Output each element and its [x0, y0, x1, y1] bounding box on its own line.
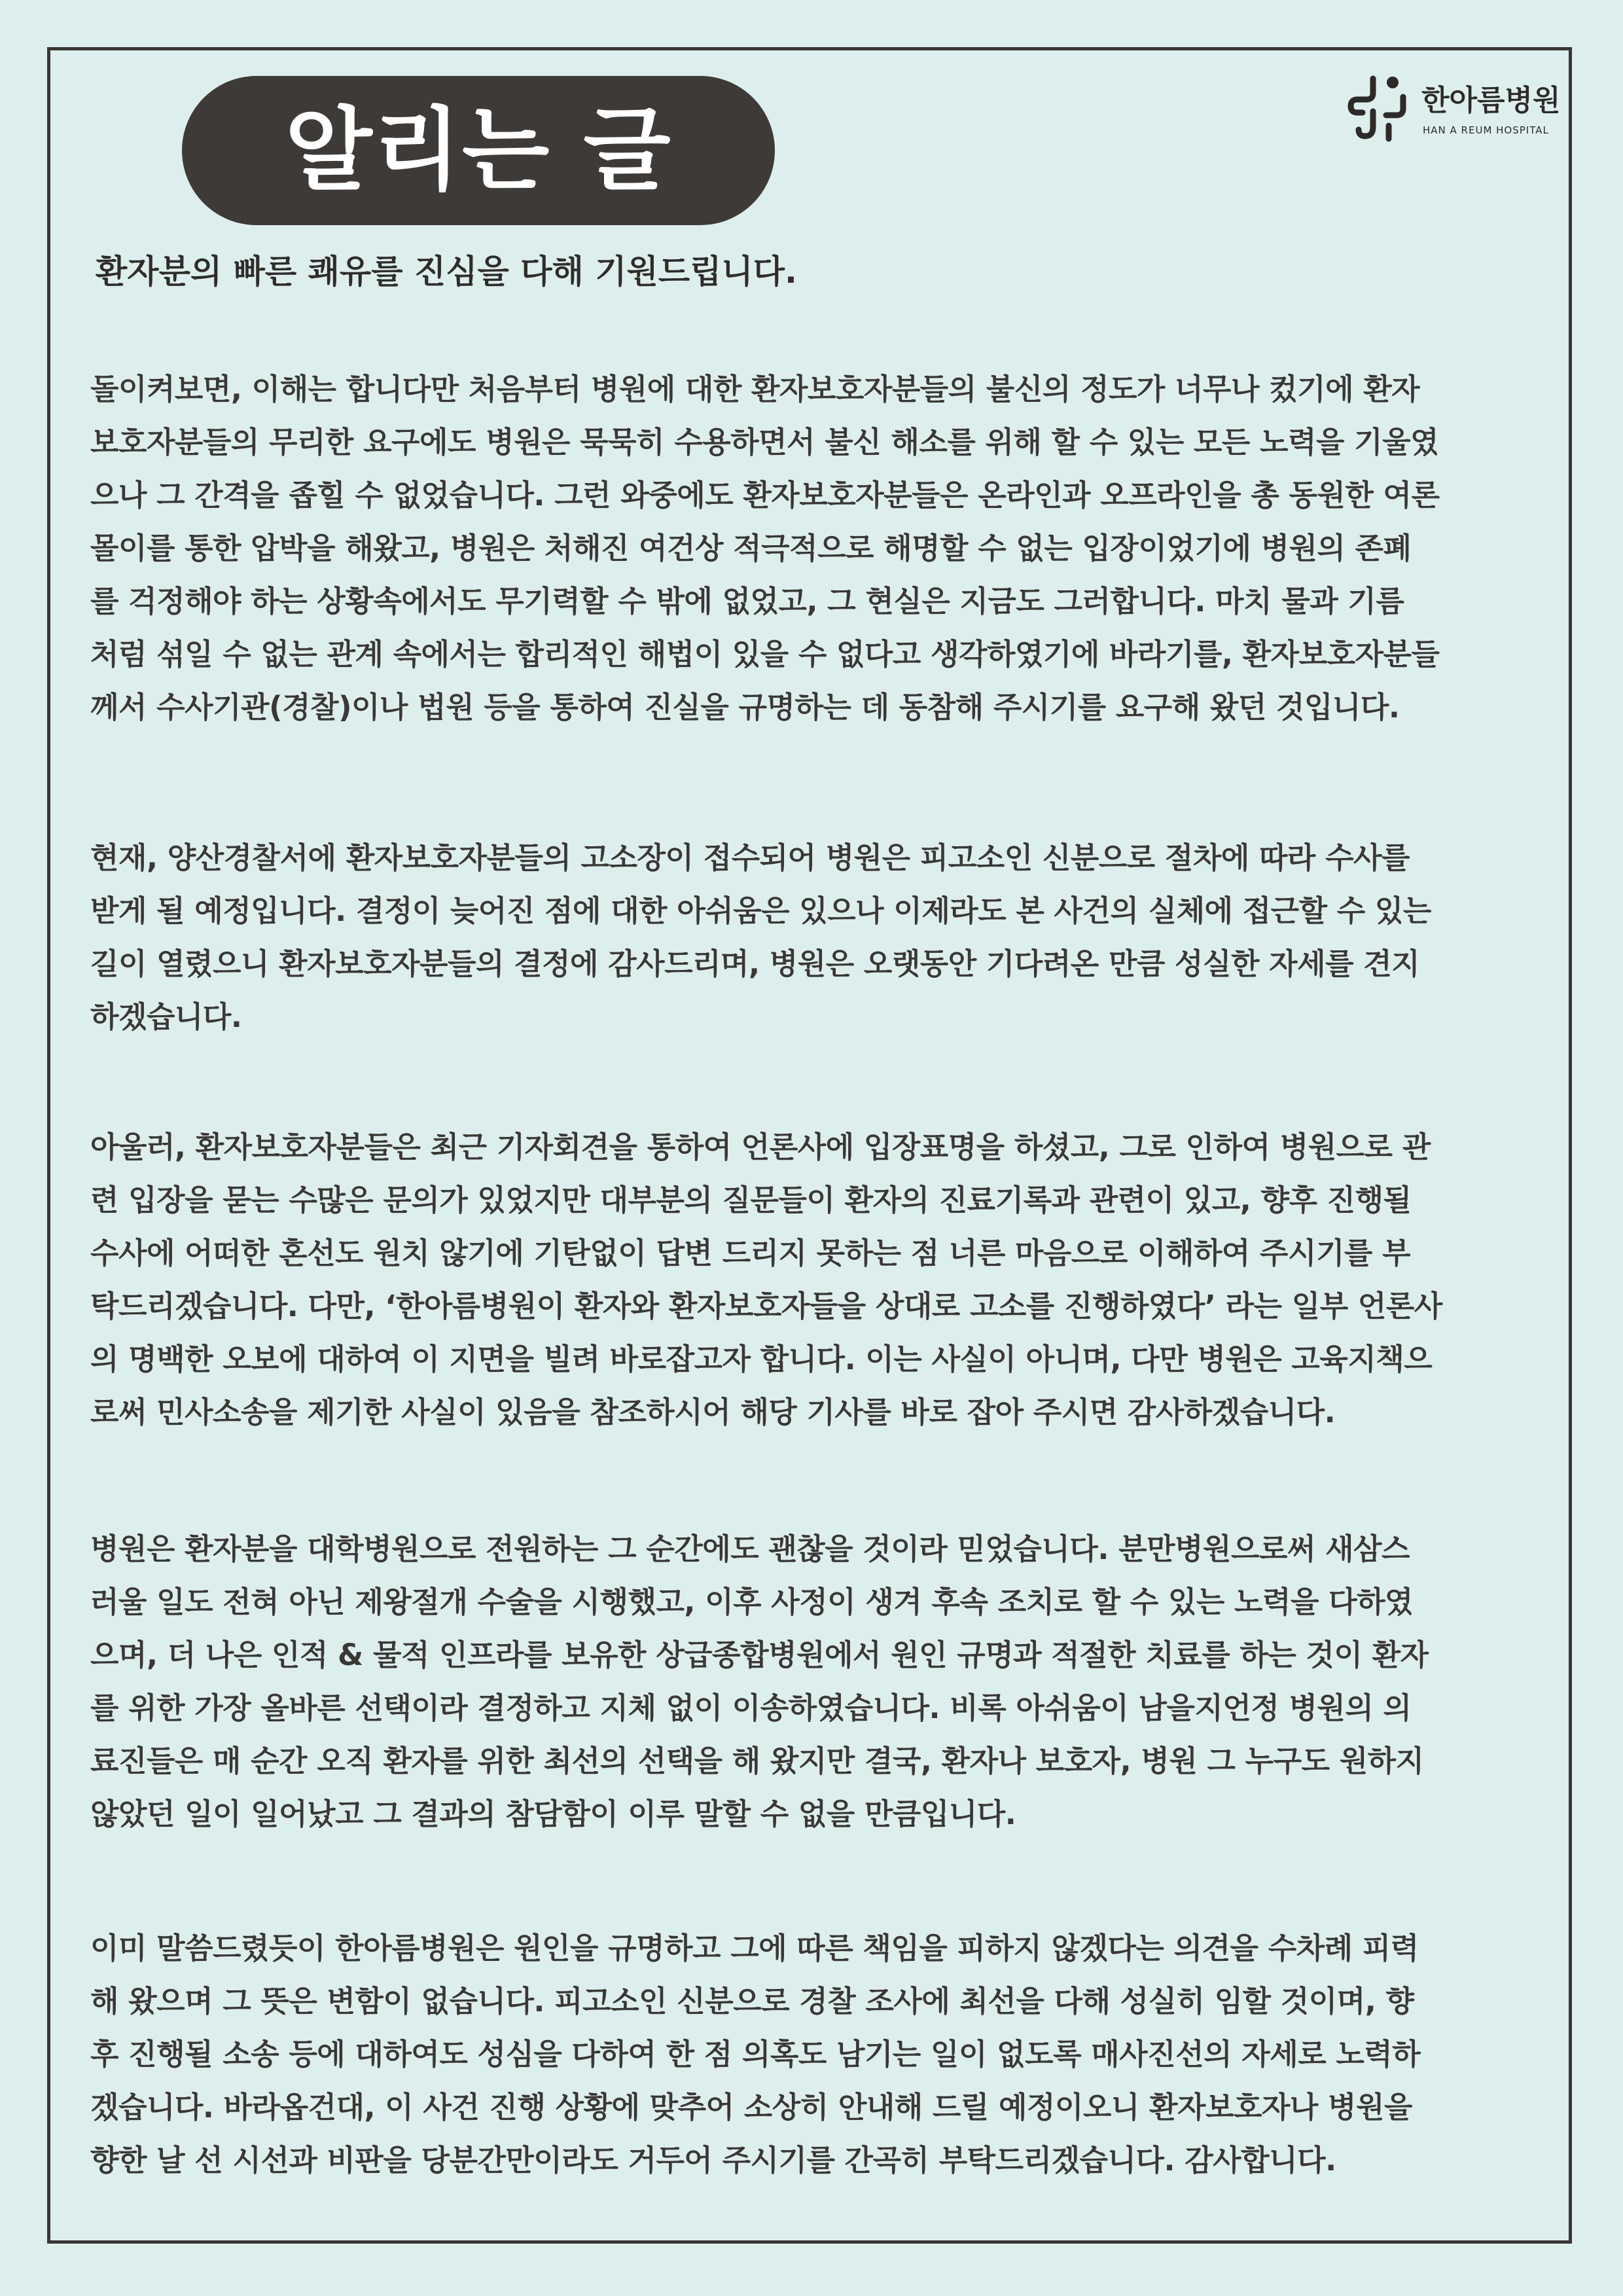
paragraph-line: 해 왔으며 그 뜻은 변함이 없습니다. 피고소인 신분으로 경찰 조사에 최선을 다해 성실히 임할 것이며, 향 [90, 1984, 1414, 2018]
paragraph-line: 보호자분들의 무리한 요구에도 병원은 묵묵히 수용하면서 불신 해소를 위해 할 수 있는 모든 노력을 기울였 [90, 425, 1439, 459]
greeting-heading: 환자분의 빠른 쾌유를 진심을 다해 기원드립니다. [96, 253, 798, 291]
logo-subtitle: HAN A REUM HOSPITAL [1423, 124, 1549, 136]
paragraph-line: 않았던 일이 일어났고 그 결과의 참담함이 이루 말할 수 없을 만큼입니다. [90, 1797, 1016, 1831]
paragraph-line: 후 진행될 소송 등에 대하여도 성심을 다하여 한 점 의혹도 남기는 일이 없도록 매사진선의 자세로 노력하 [90, 2037, 1421, 2072]
paragraph-2 [90, 831, 1534, 1043]
paragraph-line: 수사에 어떠한 혼선도 원치 않기에 기탄없이 답변 드리지 못하는 점 너른 마음으로 이해하여 주시기를 부 [90, 1236, 1411, 1270]
paragraph-line: 돌이켜보면, 이해는 합니다만 처음부터 병원에 대한 환자보호자분들의 불신의 정도가 너무나 컸기에 환자 [90, 372, 1420, 406]
hospital-logo [1347, 73, 1561, 145]
paragraph-line: 러울 일도 전혀 아닌 제왕절개 수술을 시행했고, 이후 사정이 생겨 후속 조치로 할 수 있는 노력을 다하였 [90, 1585, 1414, 1619]
page-title: 알리는 글 [285, 98, 672, 203]
paragraph-line: 현재, 양산경찰서에 환자보호자분들의 고소장이 접수되어 병원은 피고소인 신분으로 절차에 따라 수사를 [90, 840, 1410, 875]
paragraph-line: 받게 될 예정입니다. 결정이 늦어진 점에 대한 아쉬움은 있으나 이제라도 본 사건의 실체에 접근할 수 있는 [90, 893, 1431, 928]
paragraph-line: 으며, 더 나은 인적 & 물적 인프라를 보유한 상급종합병원에서 원인 규명과 적절한 치료를 하는 것이 환자 [90, 1638, 1429, 1672]
paragraph-4 [90, 1522, 1534, 1840]
paragraph-line: 아울러, 환자보호자분들은 최근 기자회견을 통하여 언론사에 입장표명을 하셨고, 그로 인하여 병원으로 관 [90, 1130, 1431, 1164]
title-banner [182, 76, 775, 225]
paragraph-line: 처럼 섞일 수 없는 관계 속에서는 합리적인 해법이 있을 수 없다고 생각하였기에 바라기를, 환자보호자분들 [90, 637, 1440, 672]
logo-name: 한아름병원 [1421, 84, 1561, 117]
paragraph-line: 를 걱정해야 하는 상황속에서도 무기력할 수 밖에 없었고, 그 현실은 지금도 그러합니다. 마치 물과 기름 [90, 584, 1404, 619]
paragraph-line: 께서 수사기관(경찰)이나 법원 등을 통하여 진실을 규명하는 데 동참해 주시기를 요구해 왔던 것입니다. [90, 690, 1400, 725]
paragraph-line: 의 명백한 오보에 대하여 이 지면을 빌려 바로잡고자 합니다. 이는 사실이 아니며, 다만 병원은 고육지책으 [90, 1342, 1433, 1376]
paragraph-line: 병원은 환자분을 대학병원으로 전원하는 그 순간에도 괜찮을 것이라 믿었습니다. 분만병원으로써 새삼스 [90, 1532, 1410, 1566]
paragraph-line: 하겠습니다. [90, 999, 242, 1034]
paragraph-line: 몰이를 통한 압박을 해왔고, 병원은 처해진 여건상 적극적으로 해명할 수 없는 입장이었기에 병원의 존폐 [90, 531, 1412, 565]
paragraph-line: 이미 말씀드렸듯이 한아름병원은 원인을 규명하고 그에 따른 책임을 피하지 않겠다는 의견을 수차례 피력 [90, 1931, 1419, 1965]
paragraph-line: 향한 날 선 시선과 비판을 당분간만이라도 거두어 주시기를 간곡히 부탁드리겠습니다. 감사합니다. [90, 2143, 1336, 2178]
paragraph-3 [90, 1121, 1534, 1439]
paragraph-5 [90, 1922, 1534, 2187]
paragraph-line: 으나 그 간격을 좁힐 수 없었습니다. 그런 와중에도 환자보호자분들은 온라인과 오프라인을 총 동원한 여론 [90, 478, 1440, 512]
paragraph-line: 겠습니다. 바라옵건대, 이 사건 진행 상황에 맞추어 소상히 안내해 드릴 예정이오니 환자보호자나 병원을 [90, 2090, 1412, 2125]
paragraph-1 [90, 363, 1534, 734]
paragraph-line: 탁드리겠습니다. 다만, ‘한아름병원이 환자와 환자보호자들을 상대로 고소를 진행하였다’ 라는 일부 언론사 [90, 1289, 1442, 1323]
hospital-logo-icon [1347, 73, 1412, 145]
paragraph-line: 로써 민사소송을 제기한 사실이 있음을 참조하시어 해당 기사를 바로 잡아 주시면 감사하겠습니다. [90, 1395, 1336, 1429]
paragraph-line: 를 위한 가장 올바른 선택이라 결정하고 지체 없이 이송하였습니다. 비록 아쉬움이 남을지언정 병원의 의 [90, 1691, 1412, 1725]
paragraph-line: 련 입장을 묻는 수많은 문의가 있었지만 대부분의 질문들이 환자의 진료기록과 관련이 있고, 향후 진행될 [90, 1183, 1412, 1217]
paragraph-line: 료진들은 매 순간 오직 환자를 위한 최선의 선택을 해 왔지만 결국, 환자나 보호자, 병원 그 누구도 원하지 [90, 1744, 1424, 1778]
paragraph-line: 길이 열렸으니 환자보호자분들의 결정에 감사드리며, 병원은 오랫동안 기다려온 만큼 성실한 자세를 견지 [90, 946, 1420, 981]
